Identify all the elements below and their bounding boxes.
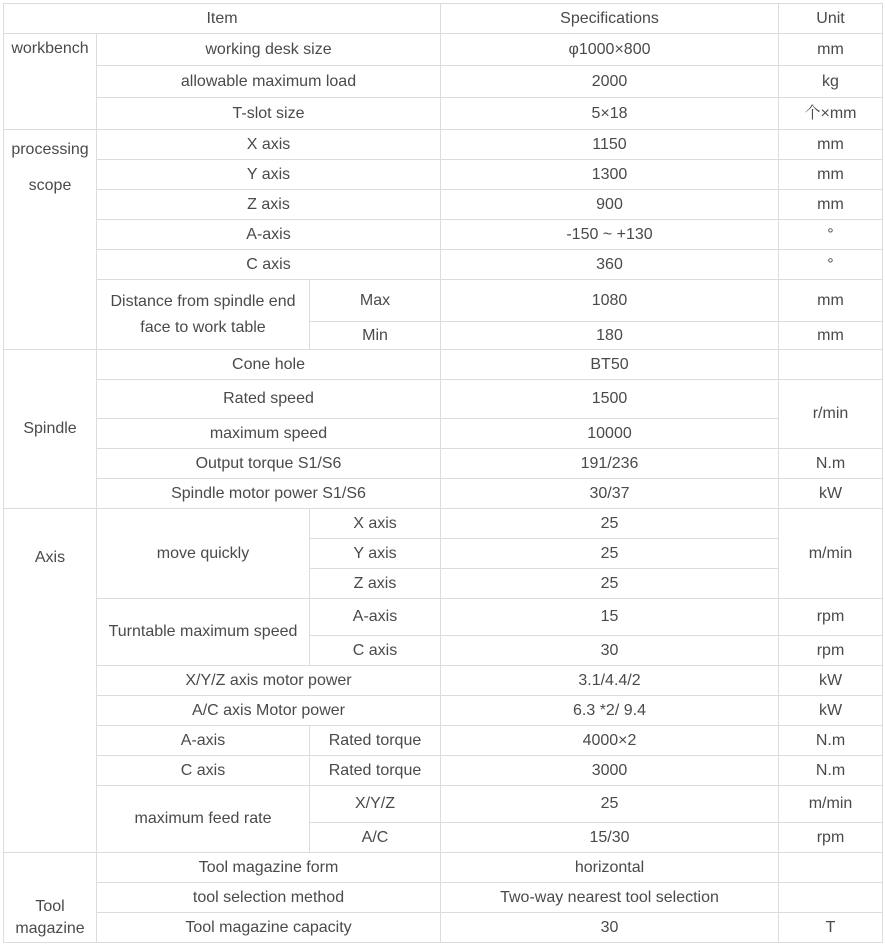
item-label: X axis [97,130,441,160]
item-label: maximum speed [97,419,441,449]
table-row [4,160,883,190]
item-label: X/Y/Z axis motor power [97,666,441,696]
table-row [4,479,883,509]
unit-value [779,883,883,913]
group-label-line: scope [28,177,72,194]
spec-value: horizontal [441,853,779,883]
unit-value: N.m [779,449,883,479]
unit-value: 个×mm [779,98,883,130]
spec-value: 30 [441,913,779,943]
spec-value: 1150 [441,130,779,160]
sub-label: A-axis [310,599,441,636]
item-label: T-slot size [97,98,441,130]
unit-value: mm [779,160,883,190]
group-tool-magazine [4,853,97,943]
distance-label: Distance from spindle end face to work table [97,280,310,350]
spec-value: 25 [441,509,779,539]
item-label: Tool magazine capacity [97,913,441,943]
spec-value: 180 [441,322,779,350]
item-label: C axis [97,250,441,280]
spec-value: 1080 [441,280,779,322]
spec-value: 25 [441,539,779,569]
unit-value: ° [779,250,883,280]
spec-value: 15/30 [441,823,779,853]
table-row [4,34,883,66]
header-specifications: Specifications [441,4,779,34]
sub-label: Max [310,280,441,322]
table-row [4,913,883,943]
header-row [4,4,883,34]
group-axis: Axis [4,509,97,853]
spec-value: 4000×2 [441,726,779,756]
table-row [4,883,883,913]
sub-label: C axis [310,636,441,666]
item-label: working desk size [97,34,441,66]
table-row [4,449,883,479]
spec-table [3,3,883,943]
spec-value: 30 [441,636,779,666]
table-row [4,66,883,98]
spec-value: 6.3 *2/ 9.4 [441,696,779,726]
unit-value: r/min [779,380,883,449]
unit-value: N.m [779,756,883,786]
table-row [4,350,883,380]
spec-value: 900 [441,190,779,220]
spec-value: φ1000×800 [441,34,779,66]
item-label: allowable maximum load [97,66,441,98]
item-label: Output torque S1/S6 [97,449,441,479]
item-label: A-axis [97,726,310,756]
item-label: Z axis [97,190,441,220]
unit-value: N.m [779,726,883,756]
unit-value: m/min [779,509,883,599]
item-label: tool selection method [97,883,441,913]
header-item: Item [4,4,441,34]
unit-value: mm [779,280,883,322]
turntable-label: Turntable maximum speed [97,599,310,666]
table-row [4,220,883,250]
unit-value: rpm [779,599,883,636]
spec-value: 1500 [441,380,779,419]
spec-value: 360 [441,250,779,280]
table-row [4,98,883,130]
unit-value: rpm [779,636,883,666]
unit-value: mm [779,190,883,220]
spec-value: 30/37 [441,479,779,509]
unit-value: kW [779,479,883,509]
spec-value: 3.1/4.4/2 [441,666,779,696]
spec-value: 2000 [441,66,779,98]
unit-value: ° [779,220,883,250]
unit-value: kg [779,66,883,98]
unit-value: m/min [779,786,883,823]
spec-value: BT50 [441,350,779,380]
item-label: Y axis [97,160,441,190]
sub-label: A/C [310,823,441,853]
spec-value: 191/236 [441,449,779,479]
sub-label: X axis [310,509,441,539]
unit-value: T [779,913,883,943]
spec-value: Two-way nearest tool selection [441,883,779,913]
spec-value: -150 ~ +130 [441,220,779,250]
group-workbench: workbench [4,34,97,130]
group-label-line: Tool [35,898,65,915]
sub-label: X/Y/Z [310,786,441,823]
item-label: Cone hole [97,350,441,380]
spec-value: 25 [441,786,779,823]
item-label: Rated speed [97,380,441,419]
move-quickly-label: move quickly [97,509,310,599]
spec-value: 10000 [441,419,779,449]
table-row [4,130,883,160]
unit-value [779,853,883,883]
item-label: Tool magazine form [97,853,441,883]
table-row [4,726,883,756]
spec-value: 3000 [441,756,779,786]
spec-value: 5×18 [441,98,779,130]
spec-value: 1300 [441,160,779,190]
unit-value: kW [779,696,883,726]
sub-label: Rated torque [310,726,441,756]
spec-value: 15 [441,599,779,636]
sub-label: Y axis [310,539,441,569]
item-label: A-axis [97,220,441,250]
table-row [4,190,883,220]
header-unit: Unit [779,4,883,34]
table-row [4,509,883,539]
table-row [4,696,883,726]
table-row [4,756,883,786]
table-row [4,666,883,696]
unit-value: mm [779,322,883,350]
item-label: Spindle motor power S1/S6 [97,479,441,509]
table-row [4,599,883,636]
feed-rate-label: maximum feed rate [97,786,310,853]
unit-value: mm [779,130,883,160]
unit-value [779,350,883,380]
table-row [4,280,883,322]
spec-value: 25 [441,569,779,599]
unit-value: mm [779,34,883,66]
group-label-line: magazine [15,920,85,937]
group-label-line: processing [11,141,89,158]
table-row [4,419,883,449]
group-processing-scope [4,130,97,350]
table-row [4,853,883,883]
sub-label: Rated torque [310,756,441,786]
unit-value: kW [779,666,883,696]
table-row [4,250,883,280]
sub-label: Z axis [310,569,441,599]
table-row [4,380,883,419]
table-row [4,786,883,823]
item-label: C axis [97,756,310,786]
group-spindle: Spindle [4,350,97,509]
sub-label: Min [310,322,441,350]
item-label: A/C axis Motor power [97,696,441,726]
unit-value: rpm [779,823,883,853]
